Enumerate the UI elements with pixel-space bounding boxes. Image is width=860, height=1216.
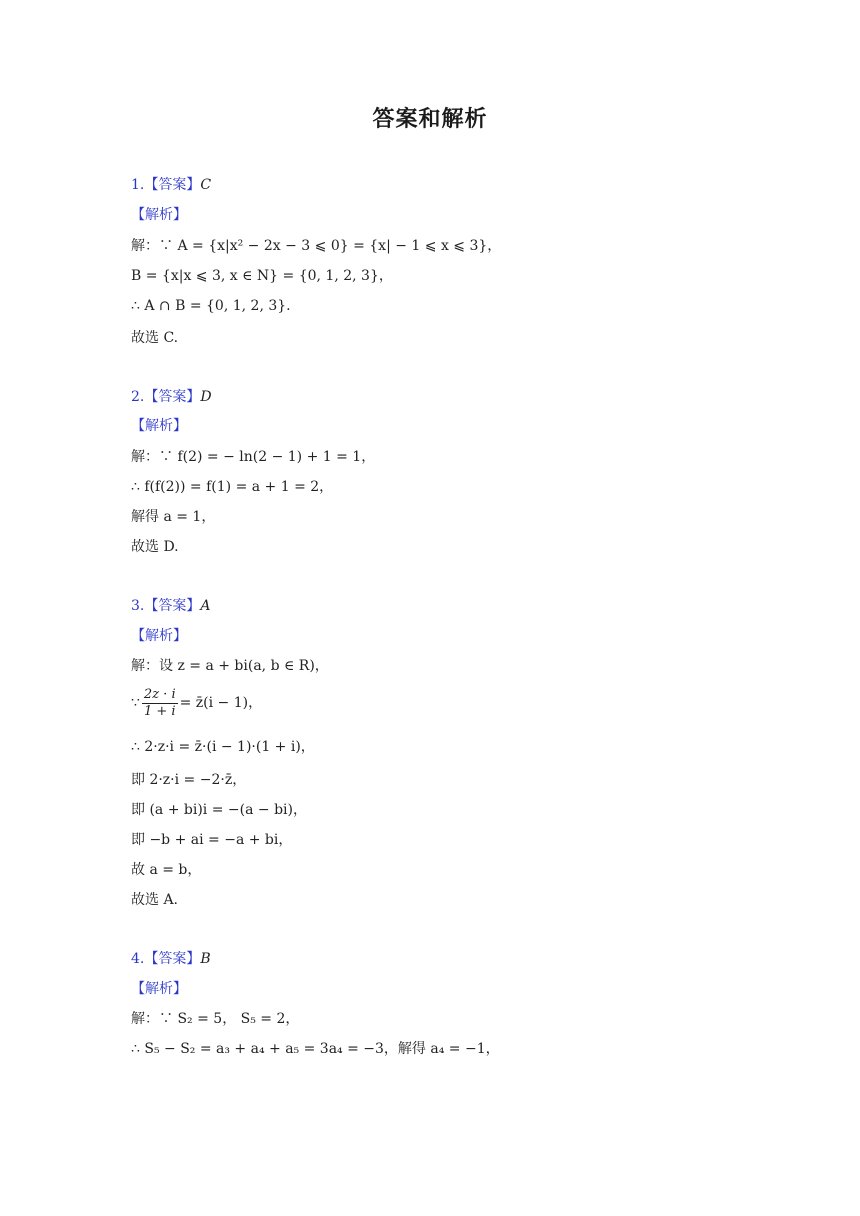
q3-answer-tag: 【答案】 xyxy=(144,598,201,614)
q3-line-6: 即 −b + ai = −a + bi， xyxy=(131,832,293,848)
q3-analysis-tag: 【解析】 xyxy=(131,628,187,644)
q1-answer-heading xyxy=(131,175,211,195)
q3-line-3: ∴ 2·z·i = z̄·(i − 1)·(1 + i)， xyxy=(131,739,315,755)
q1-line-2: B = {x|x ⩽ 3, x ∈ N} = {0, 1, 2, 3}， xyxy=(131,268,393,284)
q4-analysis-tag: 【解析】 xyxy=(131,981,187,997)
q2-line-1: 解：∵ f(2) = − ln(2 − 1) + 1 = 1， xyxy=(131,449,376,465)
q3-fraction xyxy=(142,687,178,720)
q3-number: 3. xyxy=(131,598,145,614)
q4-answer-tag: 【答案】 xyxy=(144,951,201,967)
q2-answer-heading xyxy=(131,387,212,407)
q1-line-4: 故选 C. xyxy=(131,330,179,346)
q3-fraction-numerator: 2z · i xyxy=(143,686,176,702)
q2-answer-value: D xyxy=(200,389,212,405)
q1-number: 1. xyxy=(131,177,145,193)
q4-answer-heading xyxy=(131,949,211,969)
q1-line-3: ∴ A ∩ B = {0, 1, 2, 3}. xyxy=(131,298,291,314)
q3-line-8: 故选 A. xyxy=(131,892,179,908)
q1-answer-value: C xyxy=(200,177,212,193)
q3-line-4: 即 2·z·i = −2·z̄， xyxy=(131,772,247,788)
q1-analysis-tag: 【解析】 xyxy=(131,207,187,223)
q3-line-2-rest: = z̄(i − 1)， xyxy=(179,695,263,711)
q3-answer-heading xyxy=(131,596,210,616)
q4-line-1: 解：∵ S₂ = 5， S₅ = 2， xyxy=(131,1011,300,1027)
q2-line-4: 故选 D. xyxy=(131,539,179,555)
q2-line-2: ∴ f(f(2)) = f(1) = a + 1 = 2， xyxy=(131,479,334,495)
q4-answer-value: B xyxy=(200,951,211,967)
q3-because-symbol: ∵ xyxy=(131,695,140,711)
q3-line-1: 解：设 z = a + bi(a, b ∈ R)， xyxy=(131,658,329,674)
q3-line-2 xyxy=(131,686,262,720)
q1-answer-tag: 【答案】 xyxy=(144,177,201,193)
q3-line-7: 故 a = b， xyxy=(131,862,202,878)
q1-line-1: 解：∵ A = {x|x² − 2x − 3 ⩽ 0} = {x| − 1 ⩽ x ⩽ 3}， xyxy=(131,238,502,254)
q2-number: 2. xyxy=(131,389,145,405)
q2-analysis-tag: 【解析】 xyxy=(131,418,187,434)
q4-number: 4. xyxy=(131,951,145,967)
page-title: 答案和解析 xyxy=(372,107,488,132)
q3-answer-value: A xyxy=(200,598,211,614)
q3-fraction-denominator: 1 + i xyxy=(143,703,176,719)
q3-line-5: 即 (a + bi)i = −(a − bi)， xyxy=(131,802,307,818)
q2-line-3: 解得 a = 1， xyxy=(131,509,216,525)
q2-answer-tag: 【答案】 xyxy=(144,389,201,405)
q4-line-2: ∴ S₅ − S₂ = a₃ + a₄ + a₅ = 3a₄ = −3，解得 a₄ = −1， xyxy=(131,1041,500,1057)
